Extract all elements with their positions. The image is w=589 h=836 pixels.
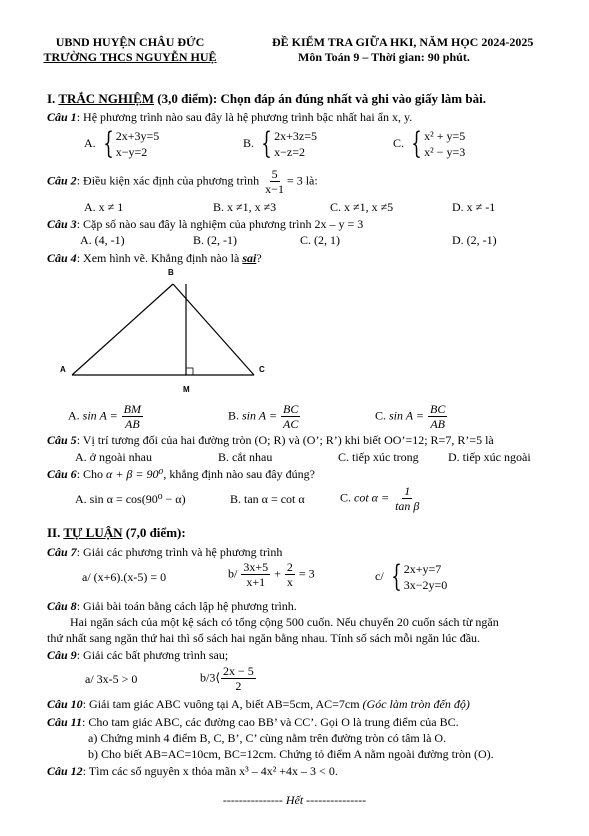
q4-option-a: A. sin A = $\frac{BM}{AB}$ — [68, 402, 141, 431]
triangle-figure — [55, 264, 280, 399]
exam-title: ĐỀ KIỂM TRA GIỮA HKI, NĂM HỌC 2024-2025 — [272, 35, 534, 49]
q9-part-b: b/3⟨ $\frac{2x - 5}{2}$ — [200, 664, 254, 693]
question-2: Câu 2: Điều kiện xác định của phương trình $\frac{5}{x-1}$ = 3 là: — [47, 167, 318, 196]
q3-option-b: B. (2, -1) — [193, 233, 237, 247]
q3-option-a: A. (4, -1) — [80, 233, 125, 247]
question-3: Câu 3: Cặp số nào sau đây là nghiệm của phương trình 2x – y = 3 — [47, 217, 364, 231]
q2-option-a: A. x ≠ 1 — [84, 200, 124, 214]
q8-paragraph-line1: Hai ngăn sách của một kệ sách có tổng cộng 500 cuốn. Nếu chuyển 20 cuốn sách từ ngăn — [70, 615, 499, 629]
q5-option-d: D. tiếp xúc ngoài — [448, 450, 531, 464]
question-5: Câu 5: Vị trí tương đối của hai đường tròn (O; R) và (O’; R’) khi biết OO’=12; R=7, R’=5 là — [47, 433, 494, 447]
question-6: Câu 6: Cho α + β = 90⁰, khẳng định nào sau đây đúng? — [47, 467, 315, 481]
q4-option-b: B. sin A = $\frac{BC}{AC}$ — [228, 402, 299, 431]
q7-part-a: a/ (x+6).(x-5) = 0 — [82, 570, 167, 584]
q3-option-d: D. (2, -1) — [452, 233, 497, 247]
q8-paragraph-line2: thứ nhất sang ngăn thứ hai thì số sách hai ngăn bằng nhau. Tính số sách mỗi ngăn lúc đầu. — [47, 631, 481, 645]
question-8: Câu 8: Giải bài toán bằng cách lập hệ phương trình. — [47, 599, 297, 613]
question-11: Câu 11: Cho tam giác ABC, các đường cao BB’ và CC’. Gọi O là trung điểm của BC. — [47, 715, 459, 729]
vertex-label-c: C — [259, 365, 265, 374]
exam-subtitle: Môn Toán 9 – Thời gian: 90 phút. — [298, 50, 470, 64]
question-4: Câu 4: Xem hình vẽ. Khẳng định nào là sai? — [47, 251, 262, 265]
vertex-label-a: A — [60, 365, 66, 374]
q2-option-c: C. x ≠1, x ≠5 — [330, 200, 394, 214]
question-1: Câu 1: Hệ phương trình nào sau đây là hệ phương trình bậc nhất hai ẩn x, y. — [47, 110, 413, 124]
section-1-heading: I. TRẮC NGHIỆM (3,0 điểm): Chọn đáp án đúng nhất và ghi vào giấy làm bài. — [47, 91, 486, 106]
q5-option-a: A. ở ngoài nhau — [75, 450, 152, 464]
q5-option-b: B. cắt nhau — [218, 450, 273, 464]
q9-part-a: a/ 3x-5 > 0 — [85, 672, 138, 686]
question-7: Câu 7: Giải các phương trình và hệ phương trình — [47, 545, 283, 559]
q11-part-a: a) Chứng minh 4 điểm B, C, B’, C’ cùng nằm trên đường tròn có tâm là O. — [88, 731, 447, 745]
q6-option-a: A. sin α = cos(90⁰ − α) — [75, 492, 186, 506]
school-district: UBND HUYỆN CHÂU ĐỨC — [55, 35, 205, 49]
section-2-heading: II. TỰ LUẬN (7,0 điểm): — [47, 525, 186, 540]
q7-part-b: b/ $\frac{3x+5}{x+1}$ + $\frac{2}{x}$ = 3 — [228, 560, 315, 589]
end-marker: --------------- Hết --------------- — [222, 793, 367, 807]
q6-option-c: C. cot α = $\frac{1}{\text{tan β}}$ — [340, 484, 420, 513]
question-10: Câu 10: Giải tam giác ABC vuông tại A, biết AB=5cm, AC=7cm (Góc làm tròn đến độ) — [47, 697, 470, 711]
question-12: Câu 12: Tìm các số nguyên x thỏa mãn x³ – 4x² +4x – 3 < 0. — [47, 764, 338, 778]
q2-option-b: B. x ≠1, x ≠3 — [213, 200, 277, 214]
q11-part-b: b) Cho biết AB=AC=10cm, BC=12cm. Chứng tỏ điểm A nằm ngoài đường tròn (O). — [88, 747, 494, 761]
question-9: Câu 9: Giải các bất phương trình sau; — [47, 648, 229, 662]
school-name: TRƯỜNG THCS NGUYỄN HUỆ — [43, 50, 217, 64]
q3-option-c: C. (2, 1) — [300, 233, 340, 247]
vertex-label-b: B — [168, 268, 174, 277]
q2-option-d: D. x ≠ -1 — [452, 200, 496, 214]
q4-option-c: C. sin A = $\frac{BC}{AB}$ — [375, 402, 446, 431]
q7-part-c: c/ { 2x+y=7 3x−2y=0 — [375, 559, 448, 595]
q1-option-a: A. { 2x+3y=5 x−y=2 — [84, 126, 160, 162]
q5-option-c: C. tiếp xúc trong — [338, 450, 419, 464]
q1-option-c: C. { x² + y=5 x² − y=3 — [393, 126, 466, 162]
vertex-label-m: M — [183, 385, 190, 394]
q1-option-b: B. { 2x+3z=5 x−z=2 — [243, 126, 317, 162]
q6-option-b: B. tan α = cot α — [230, 492, 305, 506]
